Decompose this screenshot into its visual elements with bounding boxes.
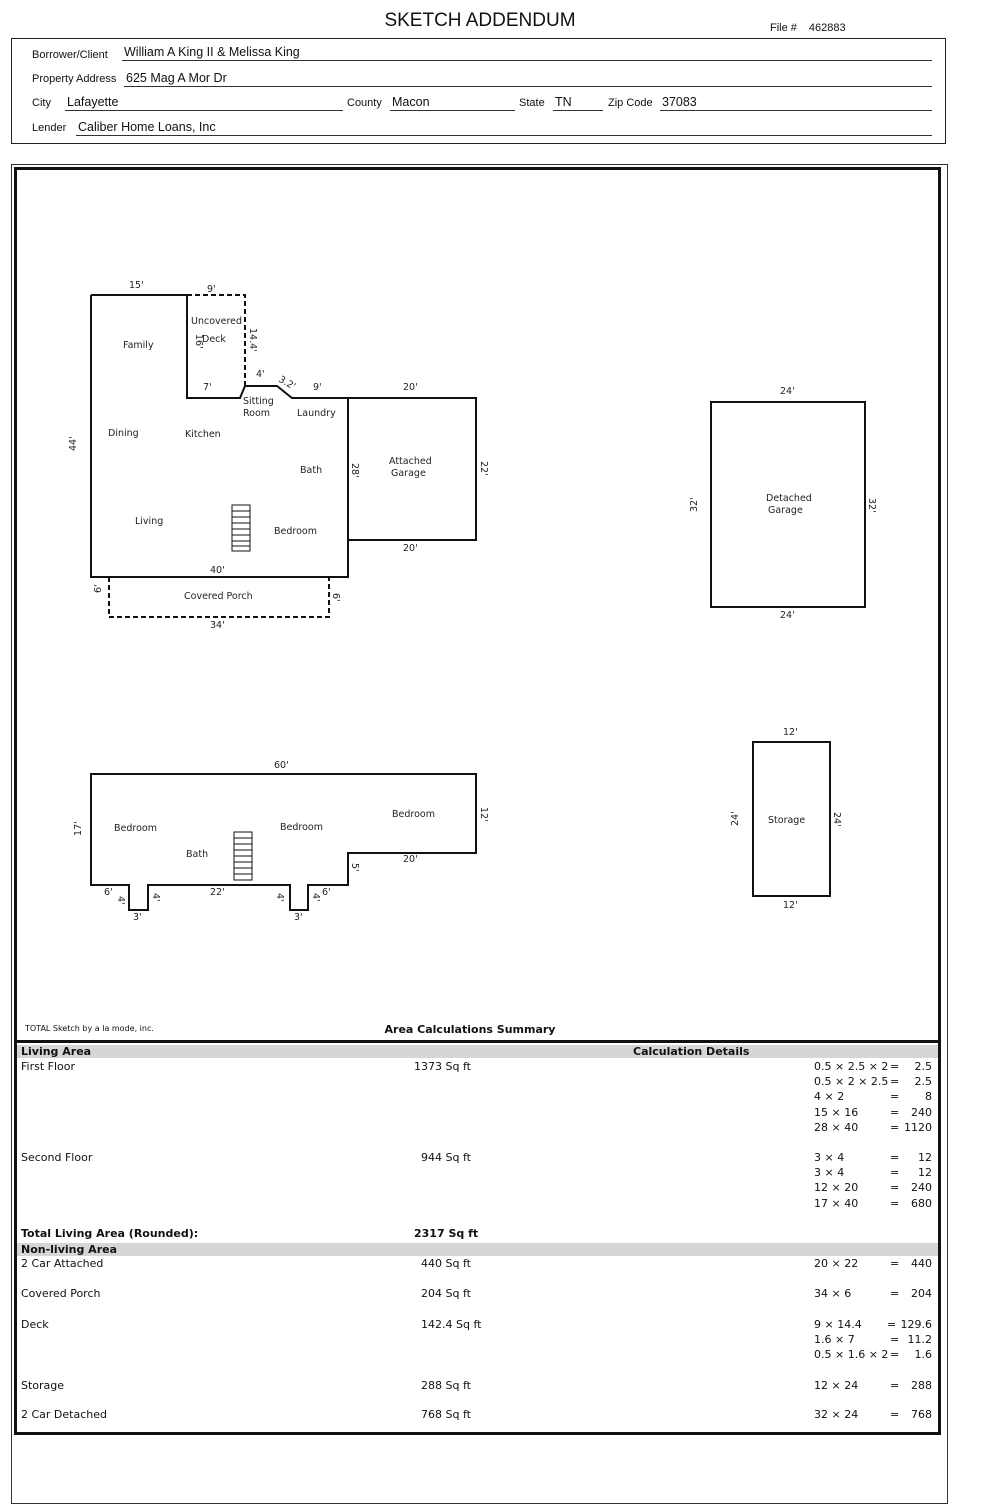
room-bath-2: Bath bbox=[186, 849, 209, 860]
calc-row: 12 × 24 = 288 bbox=[814, 1379, 932, 1392]
file-number-value: 462883 bbox=[808, 22, 846, 34]
stairs-second-floor bbox=[234, 832, 252, 880]
first-floor-calcs bbox=[814, 1059, 932, 1135]
dim-6-2f-left: 6' bbox=[104, 887, 113, 898]
dim-4-c: 4' bbox=[274, 893, 285, 902]
calc-row: 34 × 6 = 204 bbox=[814, 1287, 932, 1300]
dim-17: 17' bbox=[73, 821, 84, 836]
dim-5: 5' bbox=[349, 863, 360, 872]
calc-row: 15 × 16 = 240 bbox=[814, 1105, 932, 1119]
room-covered-porch: Covered Porch bbox=[184, 591, 253, 602]
storage-calcs bbox=[814, 1378, 932, 1393]
nonliving-area-porch: 204 Sq ft bbox=[421, 1287, 471, 1300]
state-label: State bbox=[519, 97, 545, 109]
dim-20-bottom: 20' bbox=[403, 543, 418, 554]
borrower-value: William A King II & Melissa King bbox=[122, 45, 932, 61]
dim-40: 40' bbox=[210, 565, 225, 576]
dim-4-d: 4' bbox=[310, 893, 321, 902]
storage-dim-right: 24' bbox=[831, 812, 842, 827]
room-bedroom-2b: Bedroom bbox=[280, 822, 323, 833]
detached-garage-label2: Garage bbox=[768, 505, 803, 516]
nonliving-area-deck: 142.4 Sq ft bbox=[421, 1318, 482, 1331]
dim-22: 22' bbox=[478, 461, 489, 476]
storage-label: Storage bbox=[768, 815, 806, 826]
dim-6-left: 6' bbox=[93, 584, 104, 593]
address-value: 625 Mag A Mor Dr bbox=[124, 71, 932, 87]
living-area-header: Living Area bbox=[21, 1045, 92, 1058]
total-living-value: 2317 Sq ft bbox=[414, 1227, 479, 1240]
table-top-rule bbox=[14, 1040, 941, 1043]
room-bedroom: Bedroom bbox=[274, 526, 317, 537]
dim-12: 12' bbox=[478, 807, 489, 822]
dim-20-2f: 20' bbox=[403, 854, 418, 865]
living-area-band bbox=[17, 1045, 938, 1058]
calc-row: 17 × 40 = 680 bbox=[814, 1196, 932, 1210]
dim-9-top: 9' bbox=[207, 284, 216, 295]
room-attached: Attached bbox=[389, 456, 432, 467]
room-bath: Bath bbox=[300, 465, 323, 476]
city-value: Lafayette bbox=[65, 95, 343, 111]
calc-row: 3 × 4 = 12 bbox=[814, 1151, 932, 1164]
dim-4-a: 4' bbox=[115, 896, 126, 905]
first-floor-label: First Floor bbox=[21, 1060, 76, 1073]
borrower-label: Borrower/Client bbox=[32, 49, 108, 61]
detached-dim-top: 24' bbox=[780, 386, 795, 397]
room-deck: Deck bbox=[202, 334, 226, 345]
room-uncovered: Uncovered bbox=[191, 316, 243, 327]
non-living-band bbox=[17, 1243, 938, 1256]
storage-dim-top: 12' bbox=[783, 727, 798, 738]
non-living-header: Non-living Area bbox=[21, 1243, 117, 1256]
calc-row: 28 × 40 = 1120 bbox=[814, 1120, 932, 1134]
address-label: Property Address bbox=[32, 73, 117, 85]
room-kitchen: Kitchen bbox=[185, 429, 221, 440]
nonliving-area-detached: 768 Sq ft bbox=[421, 1408, 471, 1421]
second-floor-label: Second Floor bbox=[21, 1151, 93, 1164]
page-title: SKETCH ADDENDUM bbox=[384, 10, 576, 31]
room-family: Family bbox=[123, 340, 154, 351]
zip-value: 37083 bbox=[660, 95, 932, 111]
nonliving-label-deck: Deck bbox=[21, 1318, 49, 1331]
calc-row: 20 × 22 = 440 bbox=[814, 1257, 932, 1270]
county-label: County bbox=[347, 97, 382, 109]
area-summary-title: Area Calculations Summary bbox=[384, 1023, 556, 1036]
room-living: Living bbox=[135, 516, 164, 527]
calc-row: 4 × 2 = 8 bbox=[814, 1090, 932, 1104]
detached-dim-bottom: 24' bbox=[780, 610, 795, 621]
dim-3-2: 3.2' bbox=[276, 374, 298, 393]
dim-60: 60' bbox=[274, 760, 289, 771]
stairs-first-floor bbox=[232, 505, 250, 551]
state-value: TN bbox=[553, 95, 603, 111]
dim-6-right: 6' bbox=[330, 593, 341, 602]
dim-16: 16' bbox=[193, 334, 204, 349]
deck-calcs bbox=[814, 1317, 932, 1363]
city-label: City bbox=[32, 97, 51, 109]
dim-9-mid: 9' bbox=[313, 382, 322, 393]
calc-row: 9 × 14.4 = 129.6 bbox=[814, 1318, 932, 1331]
dim-28: 28' bbox=[349, 463, 360, 478]
calc-row: 3 × 4 = 12 bbox=[814, 1166, 932, 1180]
dim-15: 15' bbox=[129, 280, 144, 291]
dim-4-b: 4' bbox=[150, 893, 161, 902]
county-value: Macon bbox=[390, 95, 515, 111]
dim-7: 7' bbox=[203, 382, 212, 393]
lender-label: Lender bbox=[32, 122, 67, 134]
calc-row: 32 × 24 = 768 bbox=[814, 1408, 932, 1421]
storage-dim-bottom: 12' bbox=[783, 900, 798, 911]
nonliving-label-porch: Covered Porch bbox=[21, 1287, 101, 1300]
first-floor-area: 1373 Sq ft bbox=[414, 1060, 471, 1073]
porch-calcs bbox=[814, 1286, 932, 1301]
nonliving-area-attached: 440 Sq ft bbox=[421, 1257, 471, 1270]
second-floor-calcs bbox=[814, 1150, 932, 1211]
room-bedroom-2a: Bedroom bbox=[114, 823, 157, 834]
dim-44: 44' bbox=[68, 436, 79, 451]
storage-dim-left: 24' bbox=[730, 811, 741, 826]
room-sitting: Sitting bbox=[243, 396, 274, 407]
nonliving-area-storage: 288 Sq ft bbox=[421, 1379, 471, 1392]
dim-22-2f: 22' bbox=[210, 887, 225, 898]
calc-row: 0.5 × 2.5 × 2 = 2.5 bbox=[814, 1060, 932, 1073]
second-floor-area: 944 Sq ft bbox=[421, 1151, 471, 1164]
calc-details-header: Calculation Details bbox=[633, 1045, 750, 1058]
nonliving-label-attached: 2 Car Attached bbox=[21, 1257, 104, 1270]
total-living-label: Total Living Area (Rounded): bbox=[21, 1227, 199, 1240]
dim-3-right: 3' bbox=[294, 912, 303, 923]
room-laundry: Laundry bbox=[297, 408, 336, 419]
detached-dim-right: 32' bbox=[866, 498, 877, 513]
zip-label: Zip Code bbox=[608, 97, 653, 109]
attached-calcs bbox=[814, 1256, 932, 1271]
room-room: Room bbox=[243, 408, 271, 419]
dim-3-left: 3' bbox=[133, 912, 142, 923]
dim-14-4: 14.4' bbox=[247, 328, 258, 352]
nonliving-label-detached: 2 Car Detached bbox=[21, 1408, 107, 1421]
dim-34: 34' bbox=[210, 620, 225, 631]
calc-row: 1.6 × 7 = 11.2 bbox=[814, 1333, 932, 1347]
dim-4: 4' bbox=[256, 369, 265, 380]
room-dining: Dining bbox=[108, 428, 139, 439]
room-bedroom-2c: Bedroom bbox=[392, 809, 435, 820]
detached-calcs bbox=[814, 1407, 932, 1422]
room-garage: Garage bbox=[391, 468, 426, 479]
file-number-label: File # bbox=[770, 22, 797, 34]
second-floor-outline bbox=[91, 774, 476, 910]
detached-garage-label1: Detached bbox=[766, 493, 812, 504]
calc-row: 0.5 × 1.6 × 2 = 1.6 bbox=[814, 1348, 932, 1362]
calc-row: 12 × 20 = 240 bbox=[814, 1181, 932, 1195]
calc-row: 0.5 × 2 × 2.5 = 2.5 bbox=[814, 1075, 932, 1089]
dim-20-top: 20' bbox=[403, 382, 418, 393]
sketch-credit: TOTAL Sketch by a la mode, inc. bbox=[25, 1024, 154, 1033]
lender-value: Caliber Home Loans, Inc bbox=[76, 120, 932, 136]
dim-6-2f-right: 6' bbox=[322, 887, 331, 898]
nonliving-label-storage: Storage bbox=[21, 1379, 65, 1392]
detached-dim-left: 32' bbox=[689, 497, 700, 512]
